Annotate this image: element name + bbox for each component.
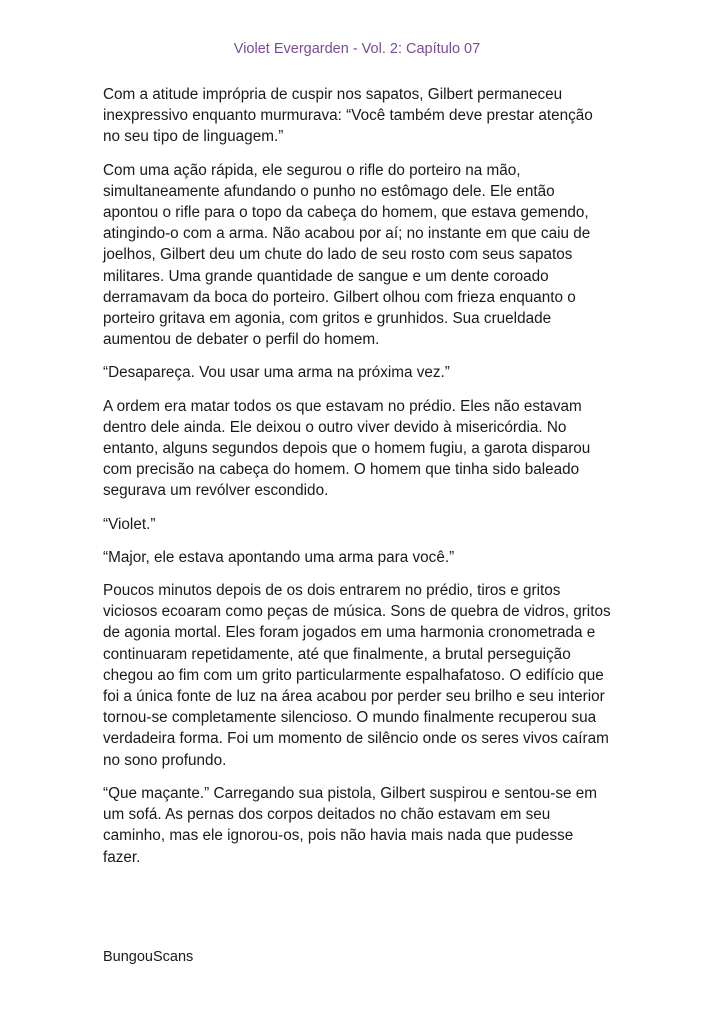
paragraph: Com uma ação rápida, ele segurou o rifle do porteiro na mão, simultaneamente afundando o punho no estômago dele. Ele então apontou o rifle para o topo da cabeça do homem, que estava gemendo, atingindo-o com a arma. Não acabou por aí; no instante em que caiu de joelhos, Gilbert deu um chute do lado de seu rosto com seus sapatos militares. Uma grande quantidade de sangue e um dente coroado derramavam da boca do porteiro. Gilbert olhou com frieza enquanto o porteiro gritava em agonia, com gritos e grunhidos. Sua crueldade aumentou de debater o perfil do homem.	[103, 161, 591, 349]
paragraph: Com a atitude imprópria de cuspir nos sapatos, Gilbert permaneceu inexpressivo enquanto murmurava: “Você também deve prestar atenção no seu tipo de linguagem.”	[103, 86, 593, 146]
page-footer-credit: BungouScans	[103, 949, 194, 965]
paragraph: Poucos minutos depois de os dois entrarem no prédio, tiros e gritos viciosos ecoaram como peças de música. Sons de quebra de vidros, gritos de agonia mortal. Eles foram jogados em uma harmonia cronometrada e continuaram repetidamente, até que finalmente, a brutal perseguição chegou ao fim com um grito particularmente espalhafatoso. O edifício que foi a única fonte de luz na área acabou por perder seu brilho e seu interior tornou-se completamente silencioso. O mundo finalmente recuperou sua verdadeira forma. Foi um momento de silêncio onde os seres vivos caíram no sono profundo.	[103, 582, 611, 769]
paragraph: “Violet.”	[103, 515, 156, 533]
paragraph: A ordem era matar todos os que estavam no prédio. Eles não estavam dentro dele ainda. Ele deixou o outro viver devido à misericórdia. No entanto, alguns segundos depois que o homem fugiu, a garota disparou com precisão na cabeça do homem. O homem que tinha sido baleado segurava um revólver escondido.	[103, 397, 591, 500]
page-body	[103, 84, 613, 880]
page-header-title: Violet Evergarden - Vol. 2: Capítulo 07	[233, 41, 481, 57]
paragraph: “Que maçante.” Carregando sua pistola, Gilbert suspirou e sentou-se em um sofá. As pernas dos corpos deitados no chão estavam em seu caminho, mas ele ignorou-os, pois não havia mais nada que pudesse fazer.	[103, 784, 597, 866]
paragraph: “Desapareça. Vou usar uma arma na próxima vez.”	[103, 364, 450, 382]
paragraph: “Major, ele estava apontando uma arma para você.”	[103, 548, 455, 566]
